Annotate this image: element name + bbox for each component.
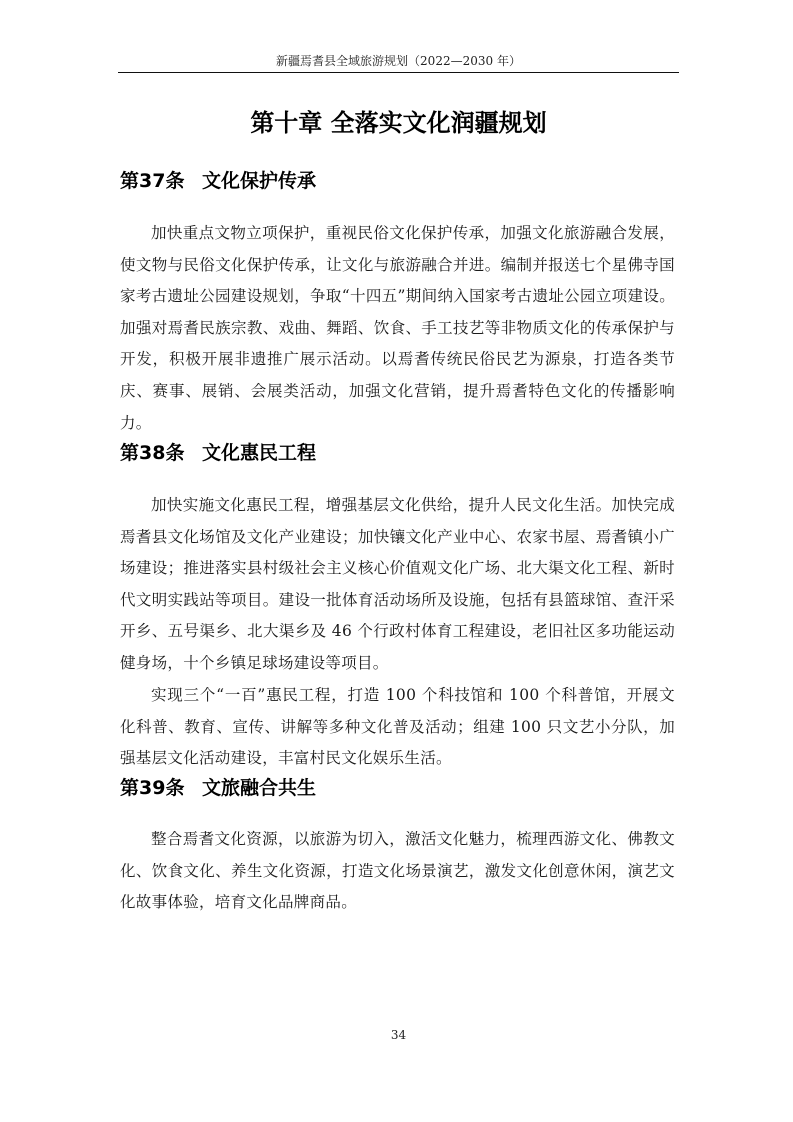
- paragraph: 加快重点文物立项保护，重视民俗文化保护传承，加强文化旅游融合发展，使文物与民俗文化保护传承，让文化与旅游融合并进。编制并报送七个星佛寺国家考古遗址公园建设规划，争取“十四五”期间纳入国家考古遗址公园立项建设。加强对焉耆民族宗教、戏曲、舞蹈、饮食、手工技艺等非物质文化的传承保护与开发，积极开展非遗推广展示活动。以焉耆传统民俗民艺为源泉，打造各类节庆、赛事、展销、会展类活动，加强文化营销，提升焉耆特色文化的传播影响力。: [120, 224, 675, 432]
- header-rule: [118, 72, 679, 73]
- section-number: 第37条: [120, 170, 185, 192]
- section-number: 第39条: [120, 777, 185, 799]
- section-number: 第38条: [120, 442, 185, 464]
- paragraph: 加快实施文化惠民工程，增强基层文化供给，提升人民文化生活。加快完成焉耆县文化场馆及文化产业建设；加快镶文化产业中心、农家书屋、焉耆镇小广场建设；推进落实县村级社会主义核心价值观文化广场、北大渠文化工程、新时代文明实践站等项目。建设一批体育活动场所及设施，包括有县篮球馆、查汗采开乡、五号渠乡、北大渠乡及 46 个行政村体育工程建设，老旧社区多功能运动健身场，十个乡镇足球场建设等项目。: [120, 496, 675, 672]
- section-heading-39: [120, 775, 316, 801]
- section-heading-37: [120, 168, 316, 194]
- section-title: 文旅融合共生: [202, 777, 317, 799]
- running-header: 新疆焉耆县全域旅游规划（2022—2030 年）: [276, 54, 521, 68]
- section-heading-38: [120, 440, 316, 466]
- section-title: 文化惠民工程: [202, 442, 317, 464]
- chapter-title: 第十章 全落实文化润疆规划: [250, 109, 547, 137]
- section-title: 文化保护传承: [202, 170, 317, 192]
- paragraph: 整合焉耆文化资源，以旅游为切入，激活文化魅力，梳理西游文化、佛教文化、饮食文化、养生文化资源，打造文化场景演艺，激发文化创意休闲，演艺文化故事体验，培育文化品牌商品。: [120, 830, 675, 912]
- paragraph: 实现三个“一百”惠民工程，打造 100 个科技馆和 100 个科普馆，开展文化科普、教育、宣传、讲解等多种文化普及活动；组建 100 只文艺小分队，加强基层文化活动建设，丰富村民文化娱乐生活。: [120, 686, 675, 768]
- page-number: 34: [390, 1028, 407, 1042]
